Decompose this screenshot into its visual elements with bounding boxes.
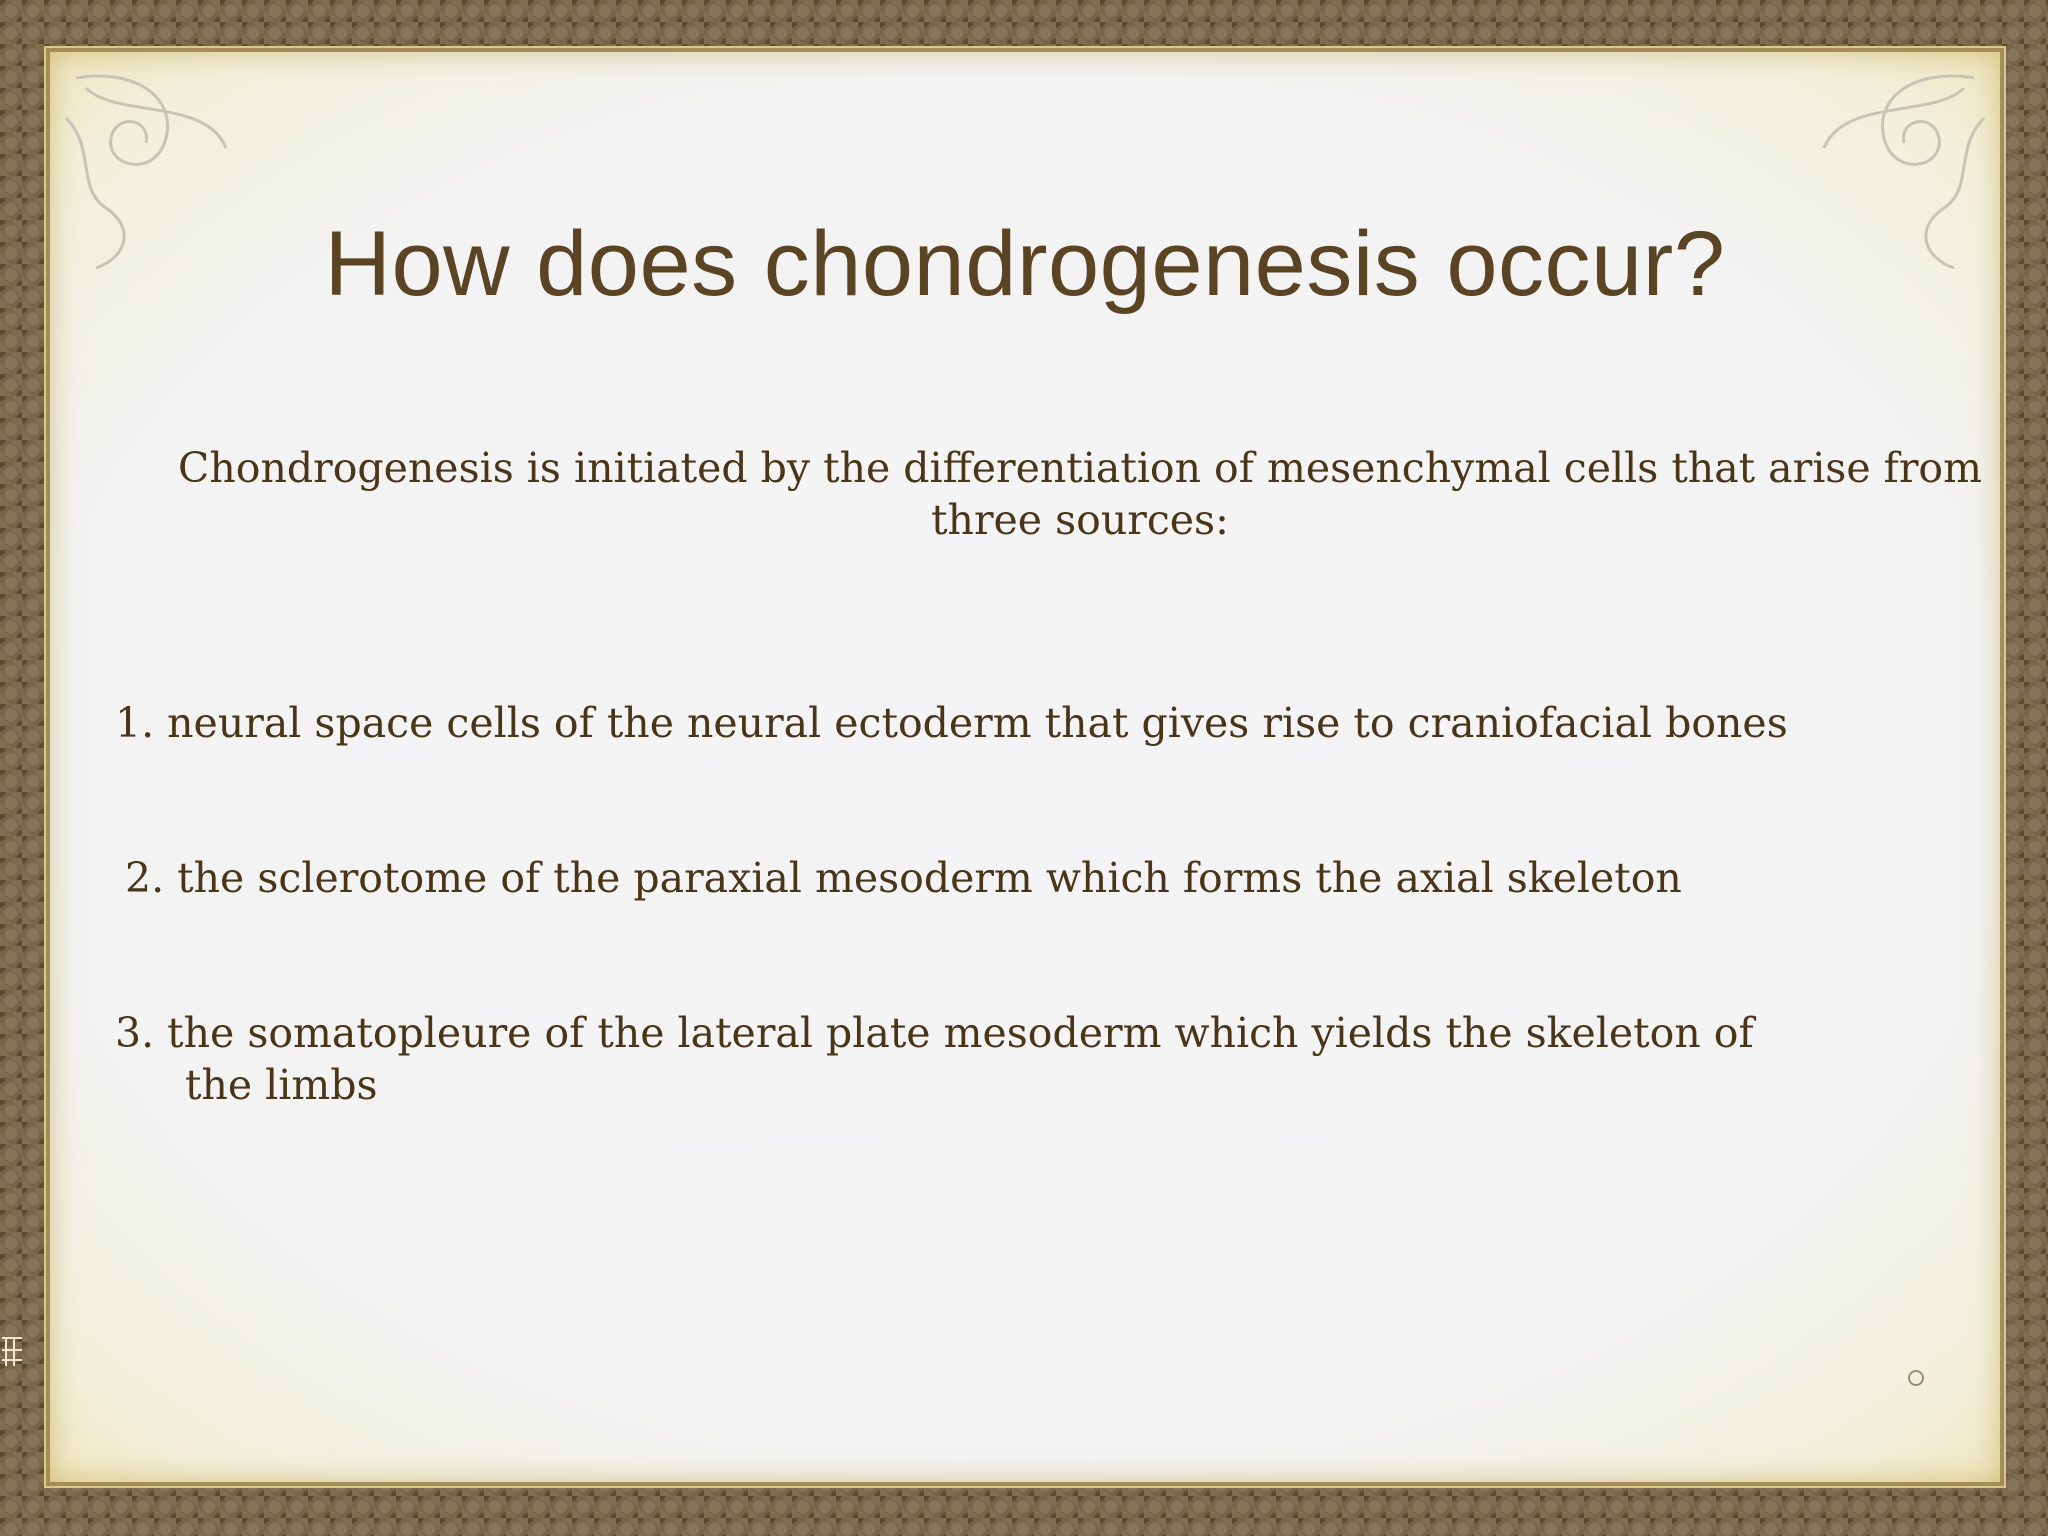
list-item-line: the limbs [185,1061,378,1109]
list-item [115,1007,1754,1111]
list-item: 2. the sclerotome of the paraxial mesoderm which forms the axial skeleton [125,854,1682,902]
page-marker-icon [1908,1370,1924,1386]
list-item-line: 3. the somatopleure of the lateral plate mesoderm which yields the skeleton of [115,1009,1754,1057]
intro-paragraph: Chondrogenesis is initiated by the differentiation of mesenchymal cells that arise from three sources: [178,444,1982,544]
edge-ornament-icon [0,1330,30,1370]
slide-title: How does chondrogenesis occur? [324,213,1726,315]
slide-panel [46,48,2004,1486]
list-item: 1. neural space cells of the neural ectoderm that gives rise to craniofacial bones [115,699,1788,747]
